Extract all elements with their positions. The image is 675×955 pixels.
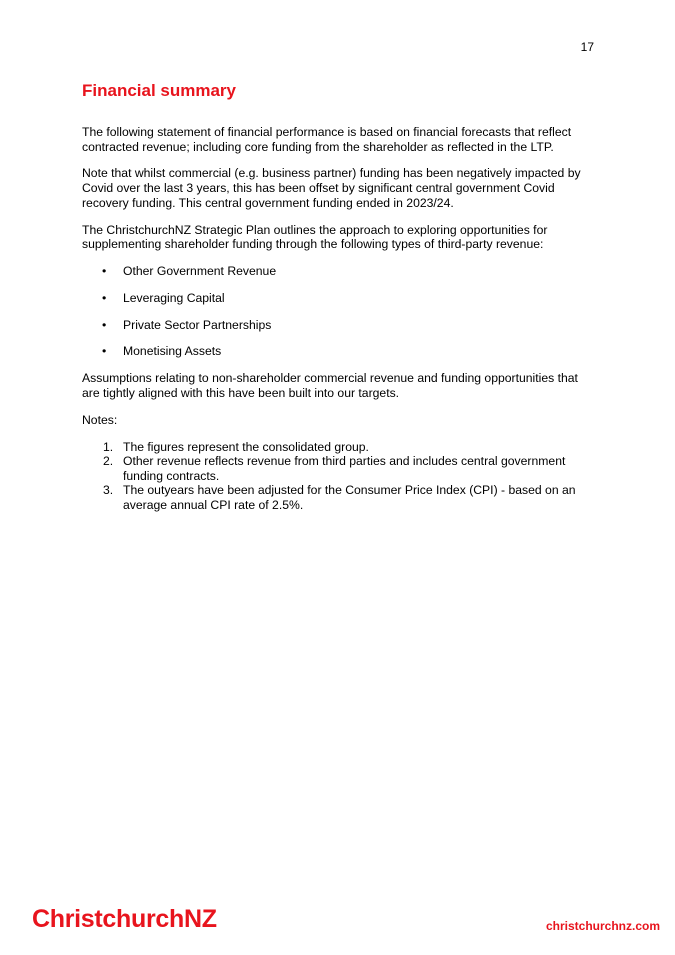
note-text: The outyears have been adjusted for the Consumer Price Index (CPI) - based on an average annual CPI rate of 2.5%. <box>123 483 576 512</box>
notes-list <box>82 440 598 513</box>
note-item <box>82 454 598 483</box>
intro-paragraph: The following statement of financial performance is based on financial forecasts that reflect contracted revenue; including core funding from the shareholder as reflected in the LTP. <box>82 125 572 154</box>
bullet-icon: • <box>102 317 107 332</box>
list-item <box>82 318 598 333</box>
list-item <box>82 291 598 306</box>
list-item-text: Private Sector Partnerships <box>123 317 272 332</box>
strategic-plan-paragraph: The ChristchurchNZ Strategic Plan outlines the approach to exploring opportunities for supplementing shareholder funding through the following types of third-party revenue: <box>82 222 548 252</box>
list-item <box>82 264 598 279</box>
christchurchnz-logo: ChristchurchNZ <box>32 905 217 933</box>
note-number: 3. <box>103 483 114 498</box>
list-item-text: Leveraging Capital <box>123 290 225 305</box>
list-item-text: Other Government Revenue <box>123 264 277 279</box>
bullet-icon: • <box>102 344 107 359</box>
document-body <box>82 125 598 513</box>
note-number: 2. <box>103 454 114 469</box>
assumptions-paragraph: Assumptions relating to non-shareholder commercial revenue and funding opportunities that are tightly aligned with this have been built into our targets. <box>82 371 578 400</box>
list-item <box>82 344 598 359</box>
website-link[interactable]: christchurchnz.com <box>545 919 660 933</box>
bullet-icon: • <box>102 264 107 279</box>
revenue-types-list <box>82 264 598 359</box>
note-number: 1. <box>103 439 114 454</box>
page-number: 17 <box>580 40 594 54</box>
note-item <box>82 483 598 512</box>
notes-label: Notes: <box>82 412 118 427</box>
note-text: Other revenue reflects revenue from third parties and includes central government funding contracts. <box>123 454 566 483</box>
note-item <box>82 440 598 455</box>
note-text: The figures represent the consolidated group. <box>123 439 369 454</box>
section-heading: Financial summary <box>82 81 237 100</box>
covid-funding-paragraph: Note that whilst commercial (e.g. business partner) funding has been negatively impacted by Covid over the last 3 years, this has been offset by significant central government Covid recovery funding. This central government funding ended in 2023/24. <box>82 166 581 210</box>
bullet-icon: • <box>102 290 107 305</box>
list-item-text: Monetising Assets <box>123 344 222 359</box>
